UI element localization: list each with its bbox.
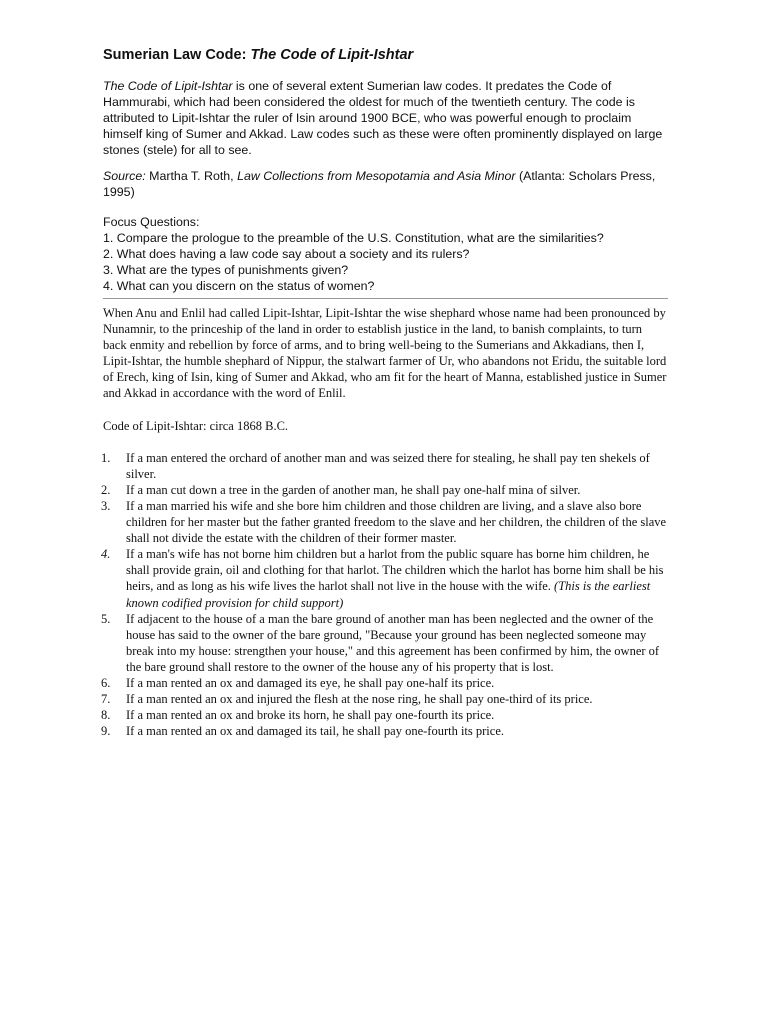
law-text: If a man entered the orchard of another man and was seized there for stealing, he shall pay ten shekels of silver.: [126, 450, 650, 481]
focus-question: 1. Compare the prologue to the preamble of the U.S. Constitution, what are the similarities?: [103, 231, 604, 245]
law-number: 1.: [101, 450, 111, 465]
focus-question: 4. What can you discern on the status of women?: [103, 279, 375, 293]
source-book: Law Collections from Mesopotamia and Asia Minor: [237, 169, 516, 183]
law-number: 3.: [101, 498, 111, 513]
focus-questions: [103, 214, 668, 294]
law-text: If a man rented an ox and injured the flesh at the nose ring, he shall pay one-third of its price.: [126, 692, 593, 707]
law-item: [103, 675, 668, 691]
law-code-body: [103, 305, 668, 739]
intro-paragraph: [103, 78, 668, 158]
law-text: If a man rented an ox and damaged its tail, he shall pay one-fourth its price.: [126, 724, 504, 739]
prologue-paragraph: When Anu and Enlil had called Lipit-Ishtar, Lipit-Ishtar the wise shephard whose name had been pronounced by Nunamnir, to the princeship of the land in order to establish justice in the land, to banish complaints, to turn back enmity and rebellion by force of arms, and to bring well-being to the Sumerians and Akkadians, then I, Lipit-Ishtar, the humble shephard of Nippur, the stalwart farmer of Ur, who abandons not Eridu, the suitable lord of Erech, king of Isin, king of Sumer and Akkad, who am fit for the heart of Manna, established justice in Sumer and Akkad in accordance with the word of Enlil.: [103, 306, 667, 401]
law-text: If a man married his wife and she bore him children and those children are living, and a slave also bore children for her master but the father granted freedom to the slave and her children, the children of the slave shall not divide the estate with the children of their former master.: [126, 498, 667, 546]
law-text: If a man's wife has not borne him children but a harlot from the public square has borne him children, he shall provide grain, oil and clothing for that harlot. The children which the harlot has borne him shall be his heirs, and as long as his wife lives the harlot shall not live in the house with the wife.: [126, 547, 664, 594]
law-number: 9.: [101, 724, 111, 739]
law-item: [103, 482, 668, 498]
law-text: If adjacent to the house of a man the bare ground of another man has been neglected and the owner of the house has said to the owner of the bare ground, "Because your ground has been neglected someone may break into my house: strengthen your house," and this agreement has been confirmed by him, the owner of the bare ground shall restore to the owner of the house any of his property that is lost.: [126, 611, 660, 674]
law-note: (This is the earliest known codified provision for child support): [126, 579, 651, 610]
law-number: 7.: [101, 692, 111, 707]
law-item: [103, 546, 668, 610]
focus-question: 2. What does having a law code say about a society and its rulers?: [103, 247, 470, 261]
law-number: 8.: [101, 708, 111, 723]
intro-text: is one of several extent Sumerian law codes. It predates the Code of Hammurabi, which had been considered the oldest for much of the twentieth century. The code is attributed to Lipit-Ishtar the ruler of Isin around 1900 BCE, who was powerful enough to proclaim himself king of Sumer and Akkad. Law codes such as these were often prominently displayed on large stones (stele) for all to see.: [103, 79, 663, 157]
source-label: Source:: [103, 169, 146, 183]
law-text: If a man cut down a tree in the garden of another man, he shall pay one-half mina of silver.: [126, 482, 581, 497]
law-number: 2.: [101, 482, 111, 497]
law-number: 4.: [101, 547, 111, 562]
title-italic: The Code of Lipit-Ishtar: [250, 47, 414, 63]
document-page: [103, 46, 668, 739]
source-publisher: (Atlanta: Scholars Press, 1995): [103, 169, 656, 199]
intro-lead: The Code of Lipit-Ishtar: [103, 79, 233, 93]
section-divider: [103, 298, 668, 299]
focus-question: 3. What are the types of punishments given?: [103, 263, 349, 277]
source-author: Martha T. Roth,: [145, 169, 238, 183]
law-number: 5.: [101, 611, 111, 626]
law-item: [103, 611, 668, 675]
law-item: [103, 691, 668, 707]
code-heading: Code of Lipit-Ishtar: circa 1868 B.C.: [103, 418, 289, 433]
title-prefix: Sumerian Law Code:: [103, 47, 251, 63]
law-text: If a man rented an ox and damaged its eye, he shall pay one-half its price.: [126, 675, 495, 690]
law-text: If a man rented an ox and broke its horn, he shall pay one-fourth its price.: [126, 708, 495, 723]
law-number: 6.: [101, 675, 111, 690]
law-item: [103, 707, 668, 723]
source-citation: [103, 168, 668, 200]
law-list: [103, 450, 668, 740]
law-item: [103, 723, 668, 739]
law-item: [103, 498, 668, 546]
law-item: [103, 450, 668, 482]
focus-heading: Focus Questions:: [103, 215, 200, 229]
page-title: [103, 46, 668, 64]
